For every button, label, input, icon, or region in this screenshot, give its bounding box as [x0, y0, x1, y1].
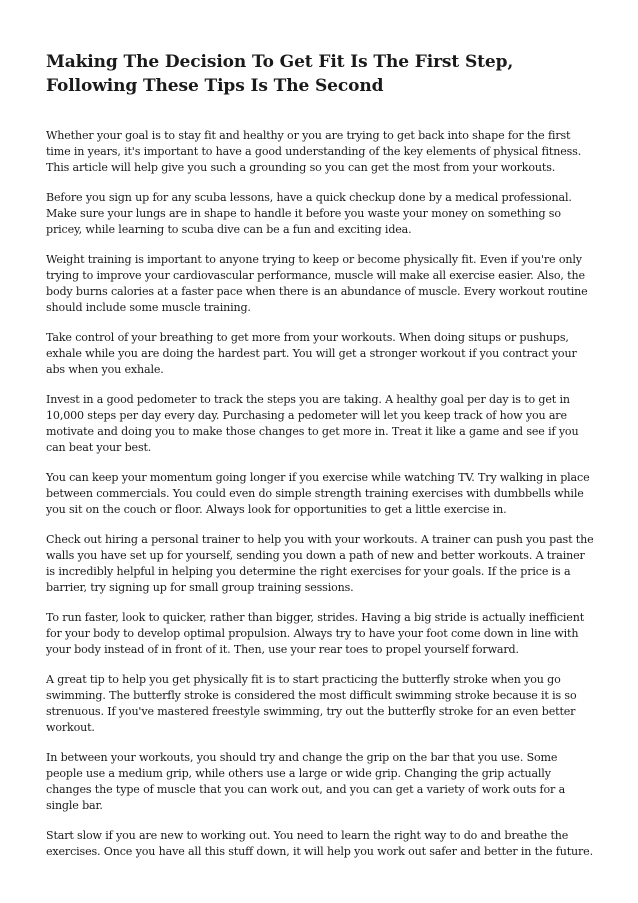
paragraph-intro: Whether your goal is to stay fit and healthy or you are trying to get back into shape for the first time in years, it's important to have a good understanding of the key elements of physical fitness. This article will help give you such a grounding so you can get the most from your workouts.: [46, 129, 582, 174]
document-page: [46, 50, 594, 874]
paragraph-pedometer: Invest in a good pedometer to track the steps you are taking. A healthy goal per day is to get in 10,000 steps per day every day. Purchasing a pedometer will let you keep track of how you are motivate and doing you to make those changes to get more in. Treat it like a game and see if you can beat your best.: [46, 393, 579, 454]
document-title: Making The Decision To Get Fit Is The First Step, Following These Tips Is The Second: [46, 52, 514, 96]
paragraph-start-slow: Start slow if you are new to working out. You need to learn the right way to do and breathe the exercises. Once you have all this stuff down, it will help you work out safer and better in the future.: [46, 829, 593, 858]
paragraph-butterfly-stroke: A great tip to help you get physically fit is to start practicing the butterfly stroke when you go swimming. The butterfly stroke is considered the most difficult swimming stroke because it is so strenuous. If you've mastered freestyle swimming, try out the butterfly stroke for an even better workout.: [46, 673, 577, 734]
paragraph-running: To run faster, look to quicker, rather than bigger, strides. Having a big stride is actually inefficient for your body to develop optimal propulsion. Always try to have your foot come down in line with your body instead of in front of it. Then, use your rear toes to propel yourself forward.: [46, 611, 584, 656]
paragraph-scuba: Before you sign up for any scuba lessons, have a quick checkup done by a medical professional. Make sure your lungs are in shape to handle it before you waste your money on something so pricey, while learning to scuba dive can be a fun and exciting idea.: [46, 191, 572, 236]
paragraph-breathing: Take control of your breathing to get more from your workouts. When doing situps or pushups, exhale while you are doing the hardest part. You will get a stronger workout if you contract your abs when you exhale.: [46, 331, 577, 376]
paragraph-personal-trainer: Check out hiring a personal trainer to help you with your workouts. A trainer can push you past the walls you have set up for yourself, sending you down a path of new and better workouts. A trainer is incredibly helpful in helping you determine the right exercises for your goals. If the price is a barrier, try signing up for small group training sessions.: [46, 533, 594, 594]
paragraph-weight-training: Weight training is important to anyone trying to keep or become physically fit. Even if you're only trying to improve your cardiovascular performance, muscle will make all exercise easier. Also, the body burns calories at a faster pace when there is an abundance of muscle. Every workout routine should include some muscle training.: [46, 253, 588, 314]
paragraph-grip: In between your workouts, you should try and change the grip on the bar that you use. Some people use a medium grip, while others use a large or wide grip. Changing the grip actually changes the type of muscle that you can work out, and you can get a variety of work outs for a single bar.: [46, 751, 566, 812]
paragraph-tv-exercise: You can keep your momentum going longer if you exercise while watching TV. Try walking in place between commercials. You could even do simple strength training exercises with dumbbells while you sit on the couch or floor. Always look for opportunities to get a little exercise in.: [46, 471, 590, 516]
